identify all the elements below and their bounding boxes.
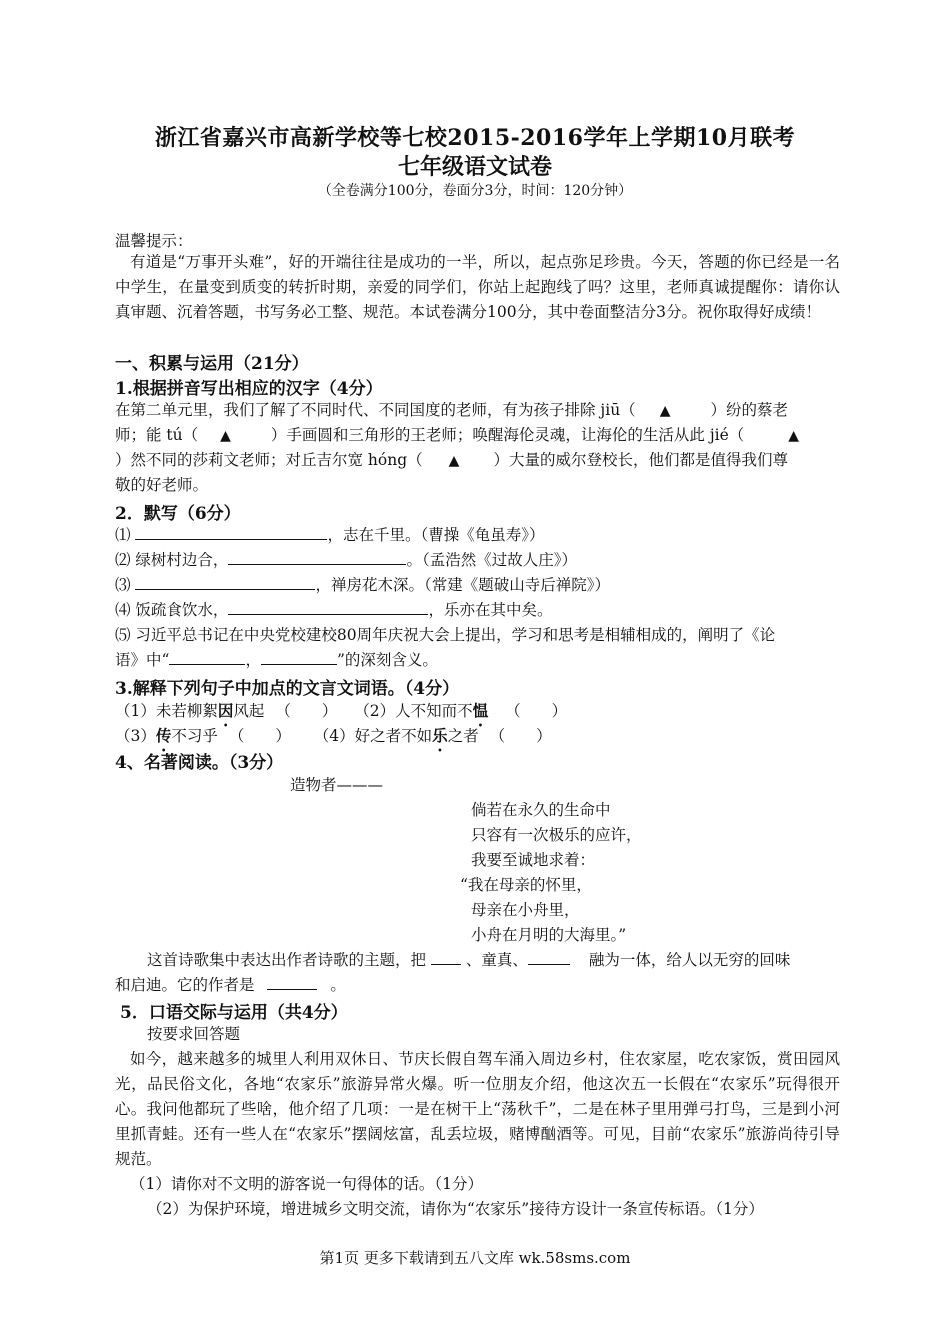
answer-blank[interactable] — [261, 648, 337, 665]
q2-line-3: ⑶ ，禅房花木深。（常建《题破山寺后禅院》） — [115, 573, 610, 598]
poem-title: 造物者——— — [290, 776, 384, 794]
q1-line-2: 师；能 tú（ ▲ ）手画圆和三角形的王老师；唤醒海伦灵魂，让海伦的生活从此 jié（ ▲ — [115, 426, 800, 444]
q5-requirement: 按要求回答题 — [147, 1025, 241, 1043]
poem-line: 倘若在永久的生命中 — [471, 801, 611, 819]
answer-blank[interactable] — [267, 973, 317, 990]
answer-marker: ▲ — [659, 403, 671, 419]
q3-row-2: （3）传不习乎 （ ） （4）好之者不如乐之者 （ ） — [115, 726, 552, 745]
q1-line-4: 敬的好老师。 — [115, 476, 209, 494]
answer-blank[interactable] — [528, 948, 570, 965]
q1-seg1: 在第二单元里，我们了解了不同时代、不同国度的老师，有为孩子排除 jiū（ — [115, 401, 636, 419]
answer-blank[interactable] — [431, 948, 461, 965]
answer-blank[interactable] — [135, 573, 315, 590]
page-footer: 第1页 更多下载请到五八文库 wk.58sms.com — [319, 1249, 631, 1267]
q1-seg2a: ）纷的蔡老 — [710, 401, 788, 419]
answer-blank[interactable] — [228, 548, 406, 565]
answer-blank[interactable] — [135, 523, 327, 540]
q4-title: 4、名著阅读。（3分） — [115, 753, 284, 773]
answer-blank[interactable] — [228, 598, 428, 615]
poem-line: “我在母亲的怀里， — [460, 876, 592, 894]
exam-subtitle: 七年级语文试卷 — [397, 154, 552, 180]
dotted-word: 愠 — [472, 701, 489, 720]
poem-line: 小舟在月明的大海里。” — [471, 926, 627, 944]
q1-line-3: ）然不同的莎莉文老师；对丘吉尔宽 hóng（ ▲ ）大量的威尔登校长，他们都是值得我们尊 — [115, 451, 788, 469]
q4-question-line-1: 这首诗歌集中表达出作者诗歌的主题，把 、童真、 融为一体，给人以无穷的回味 — [147, 948, 790, 973]
q5-title: 5．口语交际与运用（共4分） — [120, 1003, 348, 1023]
poem-line: 母亲在小舟里， — [471, 901, 580, 919]
q5-passage: 如今，越来越多的城里人利用双休日、节庆长假自驾车涌入周边乡村，住农家屋，吃农家饭，赏田园风光，品民俗文化，各地“农家乐”旅游异常火爆。听一位朋友介绍，他这次五一长假在“农家乐”玩得很开心。我问他都玩了些啥，他介绍了几项：一是在树干上“荡秋千”，二是在林子里用弹弓打鸟，三是到小河里抓青蛙。还有一些人在“农家乐”摆阔炫富，乱丢垃圾，赌博酗酒等。可见，目前“农家乐”旅游尚待引导规范。 — [115, 1050, 840, 1168]
q5-sub-2: （2）为保护环境，增进城乡文明交流，请你为“农家乐”接待方设计一条宣传标语。（1分） — [147, 1200, 764, 1218]
q2-line-1: ⑴ ，志在千里。（曹操《龟虽寿》） — [115, 523, 544, 548]
tip-text: 有道是“万事开头难”，好的开端往往是成功的一半，所以，起点弥足珍贵。今天，答题的你已经是一名中学生，在量变到质变的转折时期，亲爱的同学们，你站上起跑线了吗？这里，老师真诚提醒你：请你认真审题、沉着答题，书写务必工整、规范。本试卷满分100分，其中卷面整洁分3分。祝你取得好成绩！ — [115, 253, 840, 321]
q2-line-5: ⑸ 习近平总书记在中央党校建校80周年庆祝大会上提出，学习和思考是相辅相成的，阐明了《论 — [115, 626, 776, 644]
q2-line-6: 语》中“ ， ”的深刻含义。 — [115, 648, 438, 673]
exam-note: （全卷满分100分，卷面分3分，时间：120分钟） — [317, 183, 633, 199]
answer-marker: ▲ — [448, 453, 460, 469]
q3-title: 3.解释下列句子中加点的文言文词语。（4分） — [115, 679, 460, 699]
poem-line: 只容有一次极乐的应许， — [471, 826, 642, 844]
tip-label: 温馨提示： — [115, 232, 193, 250]
answer-blank[interactable] — [169, 648, 245, 665]
exam-title: 浙江省嘉兴市高新学校等七校2015-2016学年上学期10月联考 — [154, 125, 796, 151]
q3-row-1: （1）未若柳絮因风起 （ ） （2）人不知而不愠 （ ） — [115, 701, 568, 720]
q1-line-1 — [115, 398, 788, 424]
answer-marker: ▲ — [788, 428, 800, 444]
dotted-word: 传 — [155, 726, 172, 745]
section-1-title: 一、积累与运用（21分） — [115, 354, 309, 374]
dotted-word: 乐 — [432, 726, 448, 745]
q2-title: 2．默写（6分） — [115, 504, 241, 524]
q4-question-line-2: 和启迪。它的作者是 。 — [115, 973, 346, 998]
q1-title: 1.根据拼音写出相应的汉字（4分） — [115, 379, 383, 399]
answer-marker: ▲ — [220, 428, 231, 444]
q2-line-2: ⑵ 绿树村边合， 。（孟浩然《过故人庄》） — [115, 548, 577, 573]
q5-sub-1: （1）请你对不文明的游客说一句得体的话。（1分） — [130, 1175, 483, 1193]
q2-line-4: ⑷ 饭疏食饮水， ，乐亦在其中矣。 — [115, 598, 552, 623]
dotted-word: 因 — [217, 701, 234, 720]
poem-line: 我要至诚地求着： — [471, 851, 596, 869]
